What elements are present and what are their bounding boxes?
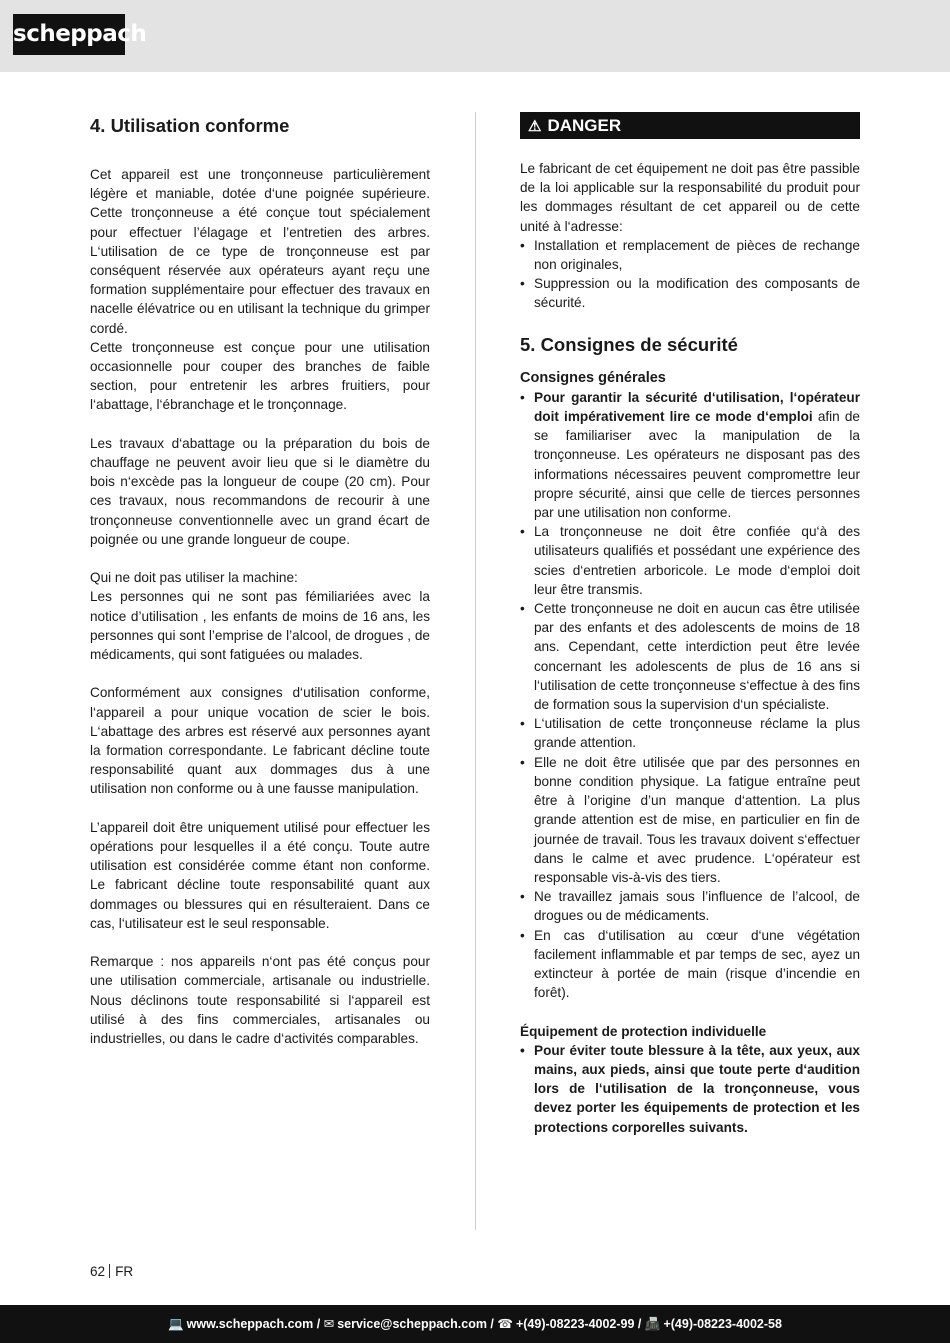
- list-item: • Pour éviter toute blessure à la tête, aux yeux, aux mains, aux pieds, ainsi que toute perte d‘audition lors de l‘utilisation de la tronçonneuse, vous devez porter les équipements de protection et les protections corporelles suivants.: [520, 1041, 860, 1137]
- danger-label: DANGER: [547, 116, 622, 135]
- list-item: • Ne travaillez jamais sous l’influence de l’alcool, de drogues ou de médicaments.: [520, 887, 860, 925]
- column-divider: [475, 112, 476, 1230]
- bold-lead: Pour garantir la sécurité d‘utilisation, l‘opérateur doit impérativement lire ce mode d‘emploi: [534, 389, 860, 425]
- page-number-value: 62: [90, 1264, 106, 1279]
- list-item: • L‘utilisation de cette tronçonneuse réclame la plus grande attention.: [520, 714, 860, 752]
- list-item: • Cette tronçonneuse ne doit en aucun cas être utilisée par des enfants et des adolescents de moins de 18 ans. Cependant, cette interdiction peut être levée concernant les adolescents de plus de 16 ans si l‘utilisation de cette tronçonneuse s‘effectue à des fins de formation sous la supervision d‘un spécialiste.: [520, 599, 860, 714]
- list-item: • Installation et remplacement de pièces de rechange non originales,: [520, 236, 860, 274]
- contact-footer: 💻 www.scheppach.com / ✉ service@scheppach.com / ☎ +(49)-08223-4002-99 / 📠 +(49)-08223-4002-58: [0, 1305, 950, 1343]
- list-item: • Suppression ou la modification des composants de sécurité.: [520, 274, 860, 312]
- danger-text: Le fabricant de cet équipement ne doit pas être passible de la loi applicable sur la responsabilité du produit pour les dommages résultant de cet appareil ou de cette unité à l‘adresse:: [520, 161, 860, 234]
- right-column: [520, 112, 860, 1137]
- section-heading-utilisation: 4. Utilisation conforme: [90, 115, 290, 136]
- danger-list: [520, 236, 860, 313]
- danger-banner: [520, 112, 860, 139]
- phone-number: +(49)-08223-4002-99: [515, 1317, 635, 1331]
- item-text: afin de se familiariser avec la manipulation de la tronçonneuse. Les opérateurs ne disposant pas des informations nécessaires peuvent compromettre leur propre sécurité, ainsi que celle de tierces personnes par une utilisation non conforme.: [534, 409, 860, 521]
- paragraph: Cet appareil est une tronçonneuse particulièrement légère et maniable, dotée d‘une poignée supérieure. Cette tronçonneuse a été conçue tout spécialement pour effectuer l’élagage et l’entretien des arbres. L‘utilisation de ce type de tronçonneuse est par conséquent réservée aux opérateurs ayant reçu une formation supplémentaire pour effectuer des travaux en nacelle élévatrice ou en utilisant la technique du grimper cordé.: [90, 167, 430, 336]
- email-link[interactable]: service@scheppach.com: [337, 1317, 487, 1331]
- list-item: • Elle ne doit être utilisée que par des personnes en bonne condition physique. La fatigue entraîne peut être à l’origine d’un manque d‘attention. La plus grande attention est de mise, en particulier en fin de journée de travail. Tous les travaux doivent s‘effectuer dans le calme et avec prudence. L‘opérateur est responsable vis-à-vis des tiers.: [520, 753, 860, 887]
- list-item: [520, 388, 860, 522]
- paragraph: Cette tronçonneuse est conçue pour une utilisation occasionnelle pour couper des branches de faible section, pour entretenir les arbres fruitiers, pour l‘abattage, l‘ébranchage et le tronçonnage.: [90, 339, 430, 413]
- subheading-protection: Équipement de protection individuelle: [520, 1023, 767, 1039]
- subheading-general: Consignes générales: [520, 369, 666, 386]
- website-link[interactable]: www.scheppach.com: [186, 1317, 314, 1331]
- paragraph: Les travaux d‘abattage ou la préparation du bois de chauffage ne peuvent avoir lieu que si le diamètre du bois n‘excède pas la longueur de coupe (20 cm). Pour ces travaux, nous recommandons de recourir à une tronçonneuse conventionnelle avec un grand écart de poignée ou une grande longueur de coupe.: [90, 435, 430, 547]
- paragraph: Conformément aux consignes d‘utilisation conforme, l‘appareil a pour unique vocation de scier le bois. L‘abattage des arbres est réservé aux personnes ayant la formation correspondante. Le fabricant décline toute responsabilité quant aux dommages dus à une utilisation non conforme ou à une fausse manipulation.: [90, 685, 430, 797]
- computer-icon: 💻: [168, 1317, 184, 1331]
- paragraph: L’appareil doit être uniquement utilisé pour effectuer les opérations pour lesquelles il a été conçu. Toute autre utilisation est considérée comme étant non conforme. Le fabricant décline toute responsabilité quant aux dommages ou blessures qui en résulteraient. Dans ce cas, l‘utilisateur est le seul responsable.: [90, 819, 430, 931]
- paragraph: Remarque : nos appareils n‘ont pas été conçus pour une utilisation commerciale, artisanale ou industrielle. Nous déclinons toute responsabilité si l‘appareil est utilisé à des fins commerciales, artisanales ou industrielles, ou dans le cadre d‘activités comparables.: [90, 954, 430, 1047]
- left-column: [90, 112, 430, 1048]
- safety-list: [520, 388, 860, 1003]
- fax-number: +(49)-08223-4002-58: [663, 1317, 782, 1331]
- language-code: FR: [115, 1264, 134, 1279]
- email-icon: ✉: [323, 1317, 335, 1331]
- list-item: • La tronçonneuse ne doit être confiée qu‘à des utilisateurs qualifiés et possédant une expérience des scies d‘entretien arboricole. Le mode d‘emploi doit leur être transmis.: [520, 522, 860, 599]
- phone-icon: ☎: [497, 1317, 513, 1331]
- warning-triangle-icon: ⚠: [528, 118, 542, 135]
- paragraph: Qui ne doit pas utiliser la machine:: [90, 570, 298, 586]
- fax-icon: 📠: [644, 1317, 661, 1331]
- list-item: • En cas d‘utilisation au cœur d‘une végétation facilement inflammable et par temps de sec, ayez un extincteur à portée de main (risque d’incendie en forêt).: [520, 926, 860, 1003]
- brand-logo: scheppach: [13, 14, 125, 55]
- paragraph: Les personnes qui ne sont pas fémiliariées avec la notice d’utilisation , les enfants de moins de 16 ans, les personnes qui sont l’emprise de l’alcool, de drogues , de médicaments, qui sont fatiguées ou malades.: [90, 589, 430, 663]
- protection-list: [520, 1041, 860, 1137]
- page-header: [0, 0, 950, 72]
- page-number: [90, 1264, 133, 1279]
- section-heading-securite: 5. Consignes de sécurité: [520, 333, 738, 355]
